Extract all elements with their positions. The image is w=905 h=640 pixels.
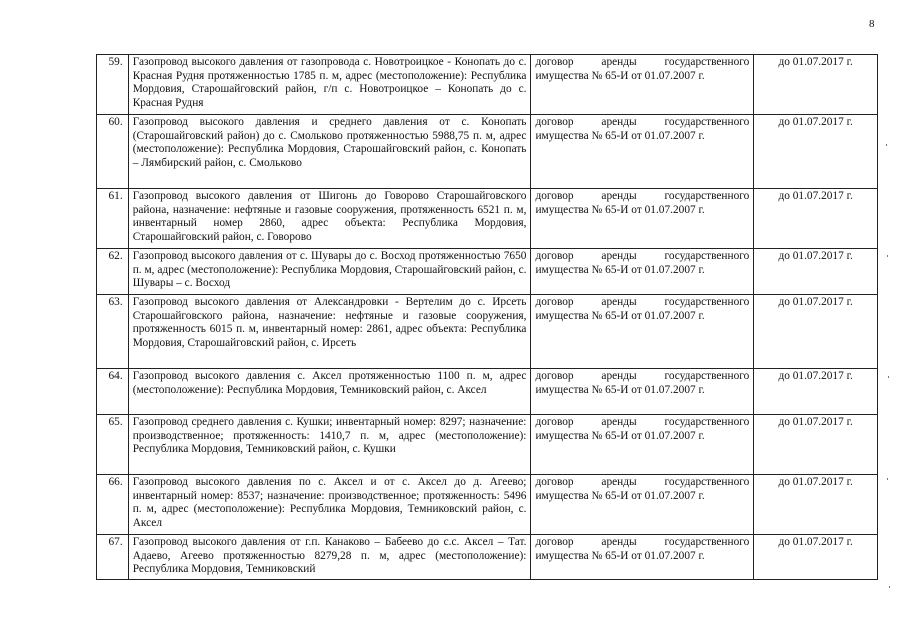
scan-mark (888, 376, 889, 378)
table-row (97, 415, 878, 475)
table-row (97, 249, 878, 295)
legal-basis: договор аренды государственного имущества № 65-И от 01.07.2007 г. (531, 415, 754, 475)
row-number: 62. (97, 249, 129, 295)
scan-mark (887, 478, 888, 480)
object-description: Газопровод высокого давления от с. Шувары до с. Восход протяженностью 7650 п. м, адрес (местоположение): Республика Мордовия, Старошайговский район, с. Шувары – с. Восход (128, 249, 531, 295)
legal-basis: договор аренды государственного имущества № 65-И от 01.07.2007 г. (531, 369, 754, 415)
table-row (97, 369, 878, 415)
object-description: Газопровод высокого давления с. Аксел протяженностью 1100 п. м, адрес (местоположение): Республика Мордовия, Темниковский район, с. Аксел (128, 369, 531, 415)
row-number: 67. (97, 535, 129, 580)
deadline: до 01.07.2017 г. (754, 535, 878, 580)
deadline: до 01.07.2017 г. (754, 189, 878, 249)
row-number: 64. (97, 369, 129, 415)
page-number: 8 (869, 18, 875, 30)
object-description: Газопровод высокого давления от Шигонь до Говорово Старошайговского района, назначение: нефтяные и газовые сооружения, протяженность 6521 п. м, инвентарный номер 2860, адрес объекта: Республика Мордовия, Старошайговский район, с. Говорово (128, 189, 531, 249)
table-row (97, 475, 878, 535)
table-row (97, 535, 878, 580)
deadline: до 01.07.2017 г. (754, 415, 878, 475)
row-number: 66. (97, 475, 129, 535)
deadline: до 01.07.2017 г. (754, 475, 878, 535)
deadline: до 01.07.2017 г. (754, 55, 878, 115)
table-row (97, 295, 878, 369)
object-description: Газопровод высокого давления от Александровки - Вертелим до с. Ирсеть Старошайговского района, назначение: нефтяные и газовые сооружения, протяженность 6015 п. м, инвентарный номер: 2861, адрес объекта: Республика Мордовия, Старошайговский район, с. Ирсеть (128, 295, 531, 369)
table-row (97, 189, 878, 249)
table-row (97, 115, 878, 189)
legal-basis: договор аренды государственного имущества № 65-И от 01.07.2007 г. (531, 249, 754, 295)
row-number: 65. (97, 415, 129, 475)
legal-basis: договор аренды государственного имущества № 65-И от 01.07.2007 г. (531, 475, 754, 535)
legal-basis: договор аренды государственного имущества № 65-И от 01.07.2007 г. (531, 115, 754, 189)
scan-mark (889, 586, 890, 588)
table-row (97, 55, 878, 115)
object-description: Газопровод высокого давления от г.п. Канаково – Бабеево до с.с. Аксел – Тат. Адаево, Агеево протяженностью 8279,28 п. м, адрес (местоположение): Республика Мордовия, Темниковский (128, 535, 531, 580)
deadline: до 01.07.2017 г. (754, 369, 878, 415)
deadline: до 01.07.2017 г. (754, 115, 878, 189)
legal-basis: договор аренды государственного имущества № 65-И от 01.07.2007 г. (531, 535, 754, 580)
deadline: до 01.07.2017 г. (754, 249, 878, 295)
legal-basis: договор аренды государственного имущества № 65-И от 01.07.2007 г. (531, 55, 754, 115)
object-description: Газопровод среднего давления с. Кушки; инвентарный номер: 8297; назначение: производственное; протяженность: 1410,7 п. м, адрес (местоположение): Республика Мордовия, Темниковский район, с. Кушки (128, 415, 531, 475)
object-description: Газопровод высокого давления и среднего давления от с. Конопать (Старошайговский район) до с. Смольково протяженностью 5988,75 п. м, адрес (местоположение): Республика Мордовия, Старошайговский район, с. Конопать – Лямбирский район, с. Смольково (128, 115, 531, 189)
row-number: 61. (97, 189, 129, 249)
legal-basis: договор аренды государственного имущества № 65-И от 01.07.2007 г. (531, 189, 754, 249)
property-list-table (96, 54, 878, 580)
legal-basis: договор аренды государственного имущества № 65-И от 01.07.2007 г. (531, 295, 754, 369)
object-description: Газопровод высокого давления по с. Аксел и от с. Аксел до д. Агеево; инвентарный номер: 8537; назначение: производственное; протяженность: 5496 п. м, адрес (местоположение): Республика Мордовия, Темниковский район, с. Аксел (128, 475, 531, 535)
row-number: 60. (97, 115, 129, 189)
scan-mark (886, 144, 887, 146)
row-number: 63. (97, 295, 129, 369)
object-description: Газопровод высокого давления от газопровода с. Новотроицкое - Конопать до с. Красная Рудня протяженностью 1785 п. м, адрес (местоположение): Республика Мордовия, Старошайговский район, г/п с. Новотроицкое – Конопать до с. Красная Рудня (128, 55, 531, 115)
scan-mark (887, 255, 888, 257)
deadline: до 01.07.2017 г. (754, 295, 878, 369)
row-number: 59. (97, 55, 129, 115)
